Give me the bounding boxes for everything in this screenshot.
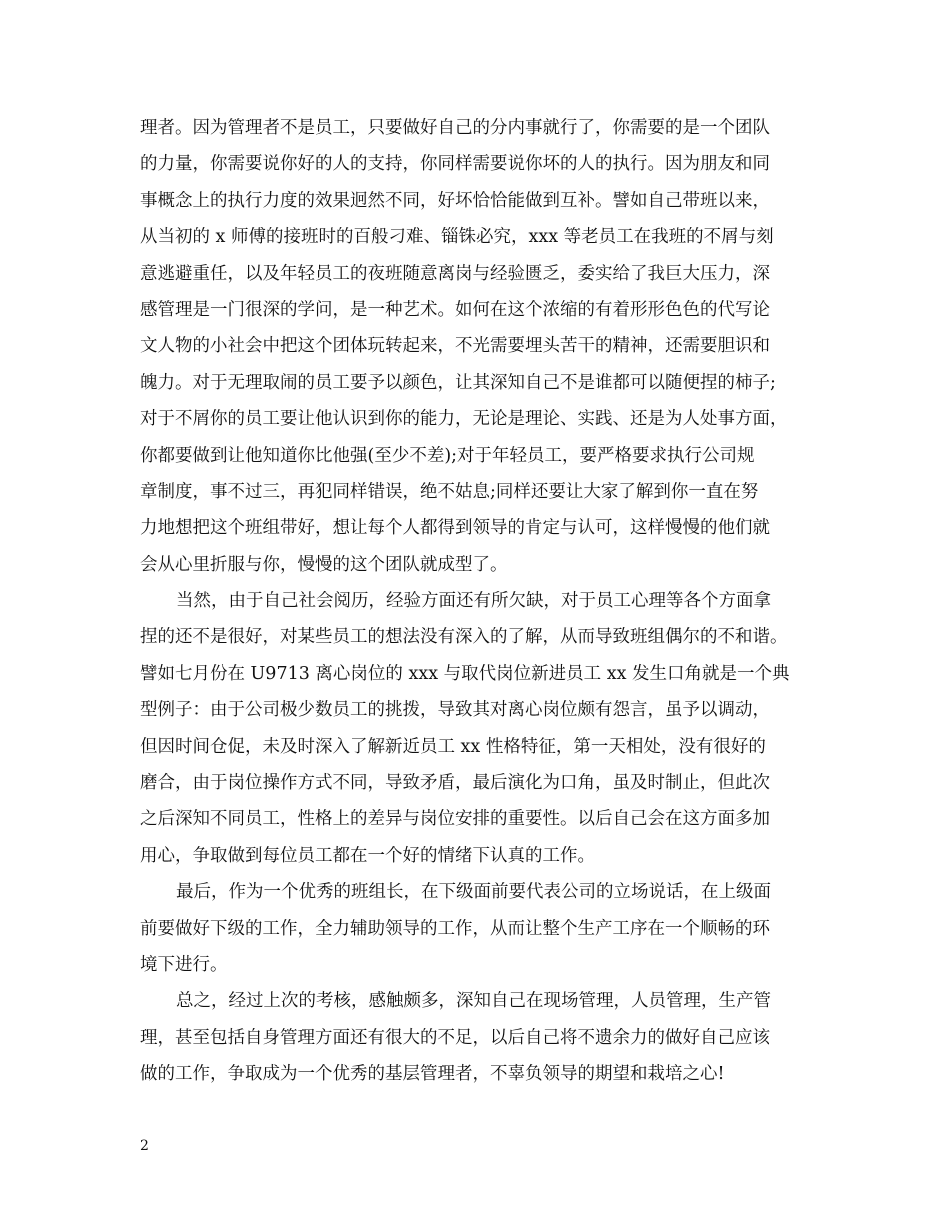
text-line: 用心，争取做到每位员工都在一个好的情绪下认真的工作。 bbox=[140, 845, 595, 866]
text-line: 最后，作为一个优秀的班组长，在下级面前要代表公司的立场说话，在上级面 bbox=[176, 882, 771, 903]
text-line: 理，甚至包括自身管理方面还有很大的不足，以后自己将不遗余力的做好自己应该 bbox=[140, 1027, 770, 1048]
text-line: 从当初的 x 师傅的接班时的百般刁难、锱铢必究，xxx 等老员工在我班的不屑与刻 bbox=[140, 227, 774, 248]
text-line: 境下进行。 bbox=[140, 954, 228, 975]
text-line: 会从心里折服与你，慢慢的这个团队就成型了。 bbox=[140, 554, 508, 575]
paragraph bbox=[140, 110, 820, 583]
text-line: 事概念上的执行力度的效果迥然不同，好坏恰恰能做到互补。譬如自己带班以来， bbox=[140, 190, 770, 211]
page-number: 2 bbox=[140, 1138, 149, 1154]
text-line: 做的工作，争取成为一个优秀的基层管理者，不辜负领导的期望和栽培之心! bbox=[140, 1064, 725, 1085]
text-line: 理者。因为管理者不是员工，只要做好自己的分内事就行了，你需要的是一个团队 bbox=[140, 118, 770, 138]
text-line: 譬如七月份在 U9713 离心岗位的 xxx 与取代岗位新进员工 xx 发生口角就是一个典 bbox=[140, 663, 790, 684]
document-body bbox=[140, 110, 820, 1093]
text-line: 文人物的小社会中把这个团体玩转起来，不光需要埋头苦干的精神，还需要胆识和 bbox=[140, 336, 770, 357]
text-line: 魄力。对于无理取闹的员工要予以颜色，让其深知自己不是谁都可以随便捏的柿子; bbox=[140, 372, 776, 393]
text-line: 之后深知不同员工，性格上的差异与岗位安排的重要性。以后自己会在这方面多加 bbox=[140, 809, 770, 830]
text-line: 前要做好下级的工作，全力辅助领导的工作，从而让整个生产工序在一个顺畅的环 bbox=[140, 918, 770, 939]
text-line: 感管理是一门很深的学问，是一种艺术。如何在这个浓缩的有着形形色色的代写论 bbox=[140, 299, 770, 320]
text-line: 的力量，你需要说你好的人的支持，你同样需要说你坏的人的执行。因为朋友和同 bbox=[140, 154, 770, 175]
paragraph bbox=[140, 983, 820, 1092]
text-line: 你都要做到让他知道你比他强(至少不差);对于年轻员工，要严格要求执行公司规 bbox=[140, 445, 755, 466]
paragraph bbox=[140, 583, 820, 874]
text-line: 但因时间仓促，未及时深入了解新近员工 xx 性格特征，第一天相处，没有很好的 bbox=[140, 736, 766, 757]
text-line: 磨合，由于岗位操作方式不同，导致矛盾，最后演化为口角，虽及时制止，但此次 bbox=[140, 773, 770, 794]
text-line: 章制度，事不过三，再犯同样错误，绝不姑息;同样还要让大家了解到你一直在努 bbox=[140, 481, 759, 502]
text-line: 对于不屑你的员工要让他认识到你的能力，无论是理论、实践、还是为人处事方面， bbox=[140, 409, 788, 430]
text-line: 力地想把这个班组带好，想让每个人都得到领导的肯定与认可，这样慢慢的他们就 bbox=[140, 518, 770, 539]
text-line: 型例子：由于公司极少数员工的挑拨，导致其对离心岗位颇有怨言，虽予以调动， bbox=[140, 700, 770, 721]
text-line: 捏的还不是很好，对某些员工的想法没有深入的了解，从而导致班组偶尔的不和谐。 bbox=[140, 627, 788, 648]
text-line: 意逃避重任，以及年轻员工的夜班随意离岗与经验匮乏，委实给了我巨大压力，深 bbox=[140, 263, 770, 284]
paragraph bbox=[140, 874, 820, 983]
text-line: 总之，经过上次的考核，感触颇多，深知自己在现场管理，人员管理，生产管 bbox=[176, 991, 771, 1012]
text-line: 当然，由于自己社会阅历，经验方面还有所欠缺，对于员工心理等各个方面拿 bbox=[176, 591, 771, 612]
